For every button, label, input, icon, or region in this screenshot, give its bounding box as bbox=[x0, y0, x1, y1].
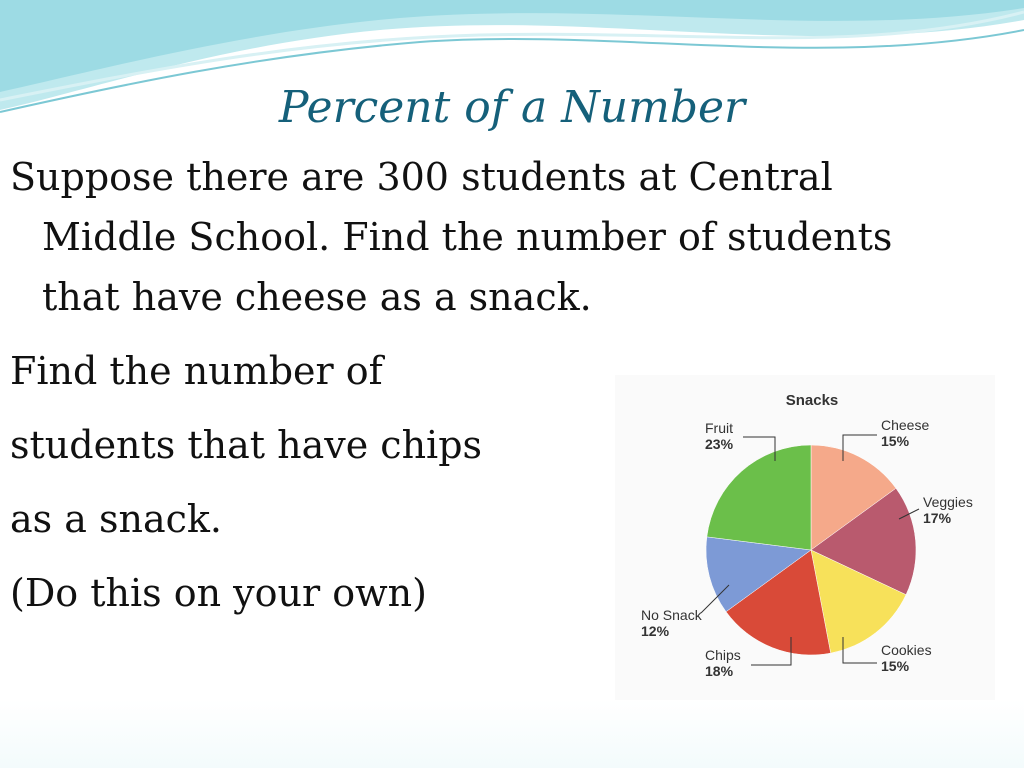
slice-value-chips: 18% bbox=[705, 663, 734, 679]
page-title: Percent of a Number bbox=[278, 82, 746, 133]
chart-title: Snacks bbox=[785, 392, 839, 409]
body-line-1: Suppose there are 300 students at Central bbox=[10, 155, 833, 199]
slice-value-veggies: 17% bbox=[923, 510, 952, 526]
slice-value-fruit: 23% bbox=[705, 436, 734, 452]
bottom-band bbox=[0, 700, 1024, 768]
slice-label-chips: Chips bbox=[705, 647, 741, 663]
pie-chart-svg bbox=[615, 375, 995, 700]
slice-value-no-snack: 12% bbox=[641, 623, 670, 639]
slice-label-no-snack: No Snack bbox=[641, 607, 702, 623]
body-line-4: Find the number of bbox=[10, 349, 383, 393]
snacks-chart bbox=[615, 375, 995, 700]
slice-value-cookies: 15% bbox=[881, 658, 910, 674]
body-line-7: (Do this on your own) bbox=[10, 571, 427, 615]
pie-slice-fruit bbox=[707, 445, 811, 550]
slice-label-fruit: Fruit bbox=[705, 420, 733, 436]
slice-label-veggies: Veggies bbox=[923, 494, 973, 510]
body-line-6: as a snack. bbox=[10, 497, 222, 541]
body-line-2: Middle School. Find the number of students bbox=[42, 215, 893, 259]
slice-value-cheese: 15% bbox=[881, 433, 910, 449]
slice-label-cheese: Cheese bbox=[881, 417, 930, 433]
body-line-3: that have cheese as a snack. bbox=[42, 275, 592, 319]
body-line-5: students that have chips bbox=[10, 423, 483, 467]
slice-label-cookies: Cookies bbox=[881, 642, 932, 658]
